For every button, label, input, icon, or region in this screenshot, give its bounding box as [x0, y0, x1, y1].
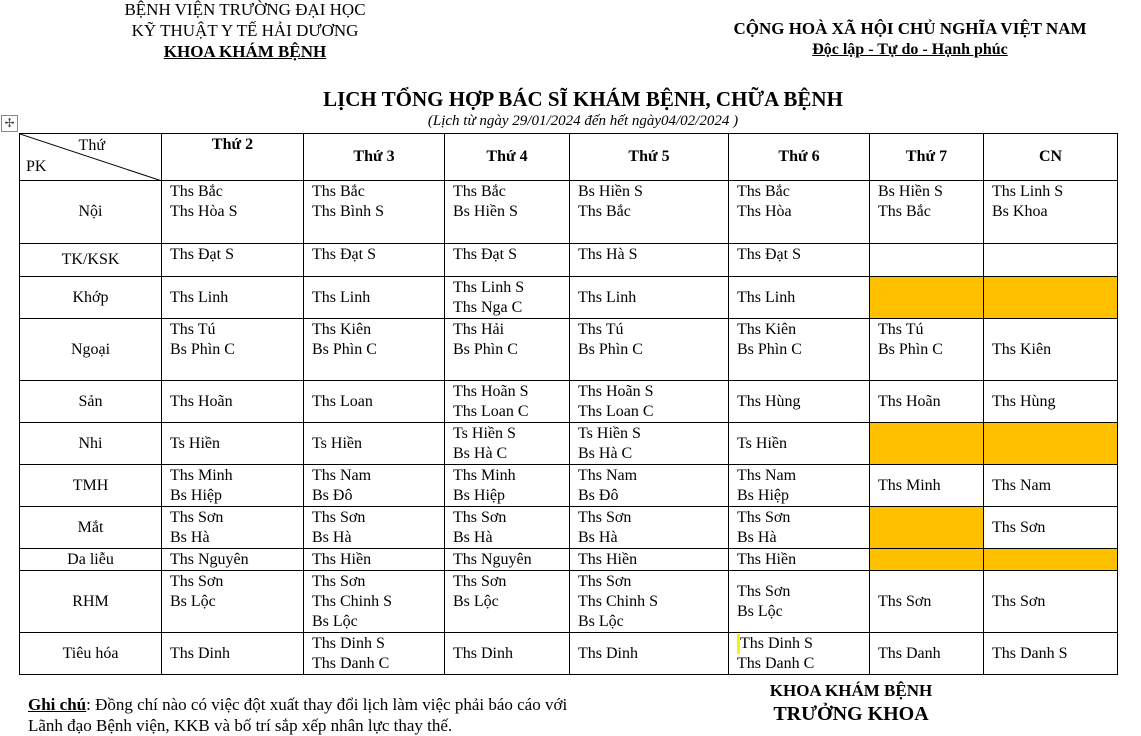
day-header: Thứ 6	[729, 134, 870, 181]
doctor-name: Ths Đạt S	[453, 246, 517, 263]
department-name: KHOA KHÁM BỆNH	[163, 42, 327, 61]
header-row	[20, 134, 1118, 181]
doctor-name: Ths Loan	[312, 393, 373, 410]
schedule-cell	[304, 571, 445, 633]
schedule-cell	[984, 423, 1118, 465]
doctor-name: Ths Chinh S	[312, 593, 393, 610]
doctor-name: Ths Nga C	[453, 299, 523, 316]
schedule-cell	[304, 181, 445, 244]
table-row	[20, 423, 1118, 465]
doctor-name: Ths Loan C	[453, 403, 529, 420]
schedule-cell	[984, 571, 1118, 633]
doctor-name: Ths Minh	[170, 467, 233, 484]
doctor-name: Ths Linh	[312, 289, 371, 306]
schedule-cell	[162, 244, 304, 277]
doctor-name: Ths Bình S	[312, 203, 385, 220]
schedule-cell	[870, 571, 984, 633]
schedule-table	[19, 133, 1118, 675]
schedule-cell	[729, 465, 870, 507]
table-row	[20, 244, 1118, 277]
doctor-name: Bs Hà	[170, 529, 210, 546]
day-header: Thứ 7	[870, 134, 984, 181]
doctor-name: Bs Phìn C	[312, 341, 377, 358]
schedule-cell	[729, 277, 870, 319]
doctor-name: Ths Linh	[737, 289, 796, 306]
footnote-label: Ghi chú	[28, 695, 87, 714]
doctor-name: Ths Sơn	[170, 509, 224, 526]
schedule-cell	[984, 507, 1118, 549]
schedule-cell	[870, 633, 984, 675]
doctor-name: Bs Hiền S	[453, 203, 518, 220]
doctor-name: Ths Bắc	[170, 183, 223, 200]
signature-block	[720, 680, 982, 726]
schedule-cell	[984, 381, 1118, 423]
schedule-cell	[162, 571, 304, 633]
schedule-cell	[445, 381, 570, 423]
doctor-name: Ths Hòa S	[170, 203, 238, 220]
schedule-cell	[984, 549, 1118, 571]
doctor-name: Ths Dinh S	[312, 635, 385, 652]
clinic-name: TMH	[20, 465, 162, 507]
schedule-cell	[570, 507, 729, 549]
schedule-cell	[445, 549, 570, 571]
doctor-name: Bs Lộc	[737, 603, 783, 620]
schedule-cell	[304, 381, 445, 423]
doctor-name: Bs Đô	[578, 487, 619, 504]
schedule-cell	[984, 244, 1118, 277]
schedule-cell	[162, 549, 304, 571]
schedule-cell	[870, 381, 984, 423]
footnote	[28, 694, 568, 736]
schedule-cell	[445, 571, 570, 633]
doctor-name: Ths Linh	[170, 289, 229, 306]
doctor-name: Bs Hiệp	[737, 487, 789, 504]
clinic-name: TK/KSK	[20, 244, 162, 277]
doctor-name: Ths Linh S	[992, 183, 1064, 200]
hospital-name-line1: BỆNH VIỆN TRƯỜNG ĐẠI HỌC	[124, 0, 366, 19]
doctor-name: Ths Sơn	[453, 573, 507, 590]
clinic-name: Mắt	[20, 507, 162, 549]
doctor-name: Ths Dinh	[170, 645, 230, 662]
doctor-name: Ths Nguyên	[170, 551, 249, 568]
doctor-name: Ths Sơn	[170, 573, 224, 590]
schedule-date-range: (Lịch từ ngày 29/01/2024 đến hết ngày04/02/2024 )	[427, 113, 739, 129]
schedule-cell	[729, 381, 870, 423]
doctor-name: Ths Minh	[878, 477, 941, 494]
doctor-name: Bs Hà	[453, 529, 493, 546]
schedule-cell	[870, 507, 984, 549]
clinic-name: Nội	[20, 181, 162, 244]
day-header: Thứ 4	[445, 134, 570, 181]
footnote-text: : Đồng chí nào có việc đột xuất thay đổi lịch làm việc phải báo cáo với Lãnh đạo Bệnh viện, KKB và bố trí sắp xếp nhân lực thay thế.	[28, 695, 568, 735]
doctor-name: Ths Tú	[878, 321, 924, 338]
schedule-cell	[729, 181, 870, 244]
doctor-name: Ths Đạt S	[170, 246, 234, 263]
schedule-cell	[304, 277, 445, 319]
clinic-name: Nhi	[20, 423, 162, 465]
schedule-cell	[162, 507, 304, 549]
schedule-cell	[304, 319, 445, 381]
schedule-cell	[870, 181, 984, 244]
table-row	[20, 277, 1118, 319]
doctor-name: Bs Lộc	[453, 593, 499, 610]
doctor-name: Ths Hoãn	[170, 393, 233, 410]
hospital-name-line2: KỸ THUẬT Y TẾ HẢI DƯƠNG	[131, 21, 359, 40]
doctor-name: Ths Danh	[878, 645, 941, 662]
schedule-cell	[445, 244, 570, 277]
table-move-handle-icon[interactable]: ✢	[1, 115, 18, 132]
doctor-name: Ths Sơn	[737, 583, 791, 600]
day-header: Thứ 2	[162, 134, 304, 181]
doctor-name: Ths Chinh S	[578, 593, 659, 610]
schedule-cell	[162, 423, 304, 465]
clinic-name: Da liễu	[20, 549, 162, 571]
schedule-cell	[984, 277, 1118, 319]
schedule-cell	[570, 244, 729, 277]
doctor-name: Ths Sơn	[312, 573, 366, 590]
doctor-name: Bs Đô	[312, 487, 353, 504]
doctor-name: Bs Phìn C	[453, 341, 518, 358]
schedule-cell	[570, 633, 729, 675]
schedule-cell	[304, 423, 445, 465]
clinic-name: Khớp	[20, 277, 162, 319]
day-header: Thứ 5	[570, 134, 729, 181]
schedule-cell	[729, 633, 870, 675]
doctor-name: Ths Dinh	[578, 645, 638, 662]
doctor-name: Ths Hiền	[578, 551, 638, 568]
schedule-cell	[984, 319, 1118, 381]
doctor-name: Bs Lộc	[170, 593, 216, 610]
doctor-name: Ths Hùng	[992, 393, 1056, 410]
doctor-name: Ths Đạt S	[312, 246, 376, 263]
doctor-name: Ths Tú	[170, 321, 216, 338]
doctor-name: Ths Nam	[312, 467, 372, 484]
schedule-cell	[304, 633, 445, 675]
schedule-cell	[870, 465, 984, 507]
schedule-cell	[570, 465, 729, 507]
doctor-name: Ths Hải	[453, 321, 505, 338]
schedule-cell	[304, 465, 445, 507]
schedule-cell	[870, 277, 984, 319]
schedule-cell	[570, 277, 729, 319]
doctor-name: Ths Hà S	[578, 246, 638, 263]
corner-cell	[20, 134, 162, 181]
doctor-name: Ths Nguyên	[453, 551, 532, 568]
schedule-cell	[870, 319, 984, 381]
schedule-cell	[570, 181, 729, 244]
doctor-name: Bs Hiền S	[578, 183, 643, 200]
doctor-name: Ths Nam	[578, 467, 638, 484]
corner-clinic-label: PK	[26, 158, 47, 175]
doctor-name: Ths Hiền	[737, 551, 797, 568]
doctor-name: Bs Hà C	[578, 445, 633, 462]
doctor-name: Bs Hà	[578, 529, 618, 546]
table-row	[20, 381, 1118, 423]
schedule-cell	[984, 633, 1118, 675]
doctor-name: Ths Sơn	[578, 573, 632, 590]
doctor-name: Ths Hiền	[312, 551, 372, 568]
day-header: CN	[984, 134, 1118, 181]
doctor-name: Ths Hoãn S	[578, 383, 654, 400]
doctor-name: Ths Bắc	[312, 183, 365, 200]
schedule-cell	[162, 381, 304, 423]
clinic-name: Ngoại	[20, 319, 162, 381]
schedule-cell	[445, 465, 570, 507]
schedule-cell	[870, 423, 984, 465]
doctor-name: Bs Khoa	[992, 203, 1048, 220]
schedule-cell	[870, 549, 984, 571]
schedule-cell	[984, 181, 1118, 244]
schedule-cell	[162, 319, 304, 381]
hospital-header	[100, 0, 390, 62]
schedule-title: LỊCH TỔNG HỢP BÁC SĨ KHÁM BỆNH, CHỮA BỆNH	[323, 87, 843, 111]
doctor-name: Ths Danh C	[312, 655, 390, 672]
doctor-name: Ths Danh C	[737, 655, 815, 672]
national-header	[700, 18, 1120, 60]
table-row	[20, 549, 1118, 571]
schedule-cell	[984, 465, 1118, 507]
doctor-name: Ths Minh	[453, 467, 516, 484]
schedule-cell	[729, 507, 870, 549]
clinic-name: Sản	[20, 381, 162, 423]
doctor-name: Ths Linh S	[453, 279, 525, 296]
schedule-cell	[729, 423, 870, 465]
table-row	[20, 571, 1118, 633]
table-row	[20, 465, 1118, 507]
table-row	[20, 181, 1118, 244]
doctor-name: Ths Nam	[992, 477, 1052, 494]
corner-day-label: Thứ	[78, 137, 105, 154]
doctor-name: Ths Sơn	[737, 509, 791, 526]
schedule-cell	[445, 319, 570, 381]
doctor-name: Ths Sơn	[312, 509, 366, 526]
schedule-cell	[729, 571, 870, 633]
doctor-name: Ths Bắc	[578, 203, 631, 220]
doctor-name: Bs Phìn C	[170, 341, 235, 358]
table-row	[20, 319, 1118, 381]
doctor-name: Ts Hiền	[737, 435, 787, 452]
doctor-name: Bs Hà	[312, 529, 352, 546]
doctor-name: Ts Hiền	[312, 435, 362, 452]
doctor-name: Bs Hiệp	[453, 487, 505, 504]
schedule-cell	[162, 633, 304, 675]
doctor-name: Ths Sơn	[453, 509, 507, 526]
doctor-name: Bs Lộc	[578, 613, 624, 630]
signature-department: KHOA KHÁM BỆNH	[769, 681, 933, 700]
doctor-name: Bs Hiền S	[878, 183, 943, 200]
doctor-name: Ths Sơn	[992, 593, 1046, 610]
schedule-cell	[445, 423, 570, 465]
schedule-cell	[570, 319, 729, 381]
national-motto: Độc lập - Tự do - Hạnh phúc	[812, 41, 1008, 58]
doctor-name: Ts Hiền S	[453, 425, 516, 442]
schedule-cell	[870, 244, 984, 277]
schedule-cell	[445, 633, 570, 675]
doctor-name: Ths Kiên	[737, 321, 797, 338]
table-row	[20, 507, 1118, 549]
schedule-cell	[570, 571, 729, 633]
doctor-name: Ths Dinh S	[737, 634, 861, 654]
doctor-name: Ths Hùng	[737, 393, 801, 410]
doctor-name: Ths Danh S	[992, 645, 1068, 662]
schedule-cell	[445, 181, 570, 244]
schedule-cell	[729, 319, 870, 381]
doctor-name: Ths Hoãn S	[453, 383, 529, 400]
doctor-name: Ts Hiền	[170, 435, 220, 452]
day-header: Thứ 3	[304, 134, 445, 181]
clinic-name: RHM	[20, 571, 162, 633]
schedule-cell	[445, 507, 570, 549]
schedule-cell	[304, 244, 445, 277]
national-title: CỘNG HOÀ XÃ HỘI CHỦ NGHĨA VIỆT NAM	[733, 19, 1087, 38]
doctor-name: Ths Kiên	[992, 341, 1052, 358]
doctor-name: Ths Đạt S	[737, 246, 801, 263]
doctor-name: Bs Phìn C	[737, 341, 802, 358]
schedule-cell	[570, 549, 729, 571]
table-row	[20, 633, 1118, 675]
doctor-name: Ths Sơn	[992, 519, 1046, 536]
schedule-cell	[570, 381, 729, 423]
doctor-name: Ths Bắc	[737, 183, 790, 200]
doctor-name: Ths Nam	[737, 467, 797, 484]
doctor-name: Bs Hà C	[453, 445, 508, 462]
doctor-name: Ths Dinh	[453, 645, 513, 662]
doctor-name: Ths Tú	[578, 321, 624, 338]
schedule-cell	[162, 277, 304, 319]
doctor-name: Ths Loan C	[578, 403, 654, 420]
schedule-cell	[162, 465, 304, 507]
schedule-cell	[162, 181, 304, 244]
doctor-name: Ths Bắc	[878, 203, 931, 220]
schedule-cell	[304, 507, 445, 549]
doctor-name: Ths Kiên	[312, 321, 372, 338]
signature-title: TRƯỞNG KHOA	[773, 703, 929, 725]
clinic-name: Tiêu hóa	[20, 633, 162, 675]
doctor-name: Bs Phìn C	[578, 341, 643, 358]
doctor-name: Ths Sơn	[878, 593, 932, 610]
doctor-name: Ths Bắc	[453, 183, 506, 200]
doctor-name: Bs Lộc	[312, 613, 358, 630]
schedule-cell	[729, 244, 870, 277]
doctor-name: Ths Linh	[578, 289, 637, 306]
doctor-name: Bs Hà	[737, 529, 777, 546]
doctor-name: Ths Hoãn	[878, 393, 941, 410]
doctor-name: Ts Hiền S	[578, 425, 641, 442]
doctor-name: Bs Phìn C	[878, 341, 943, 358]
schedule-cell	[570, 423, 729, 465]
doctor-name: Bs Hiệp	[170, 487, 222, 504]
doctor-name: Ths Sơn	[578, 509, 632, 526]
schedule-cell	[445, 277, 570, 319]
schedule-cell	[729, 549, 870, 571]
schedule-cell	[304, 549, 445, 571]
doctor-name: Ths Hòa	[737, 203, 792, 220]
